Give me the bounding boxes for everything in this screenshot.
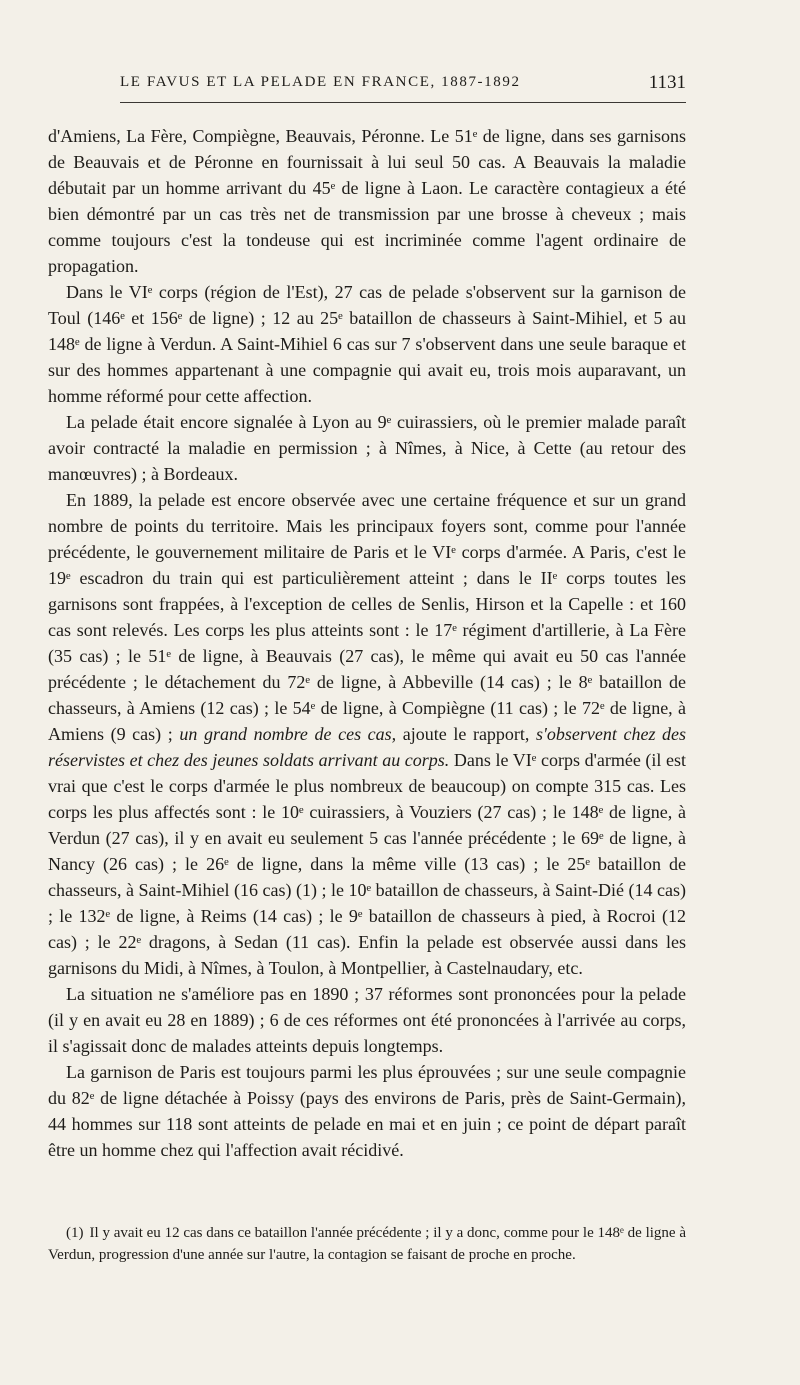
footnote-text: Il y avait eu 12 cas dans ce bataillon l'année précédente ; il y a donc, comme pour le 148ᵉ de ligne à Verdun, progression d'une année sur l'autre, la contagion se faisant de proche en proche. xyxy=(48,1225,686,1263)
paragraph-1889-part1: En 1889, la pelade est encore observée avec une certaine fréquence et sur un grand nombre de points du territoire. Mais les principaux foyers sont, comme pour l'année précédente, le gouvernement militaire de Paris et le VIᵉ corps d'armée. A Paris, c'est le 19ᵉ escadron du train qui est particulièrement atteint ; dans le IIᵉ corps toutes les garnisons sont frappées, à l'exception de celles de Senlis, Hirson et la Capelle : et 160 cas sont relevés. Les corps les plus atteints sont : le 17ᵉ régiment d'artillerie, à La Fère (35 cas) ; le 51ᵉ de ligne, à Beauvais (27 cas), le même qui avait eu 50 cas l'année précédente ; le détachement du 72ᵉ de ligne, à Abbeville (14 cas) ; le 8ᵉ bataillon de chasseurs, à Amiens (12 cas) ; le 54ᵉ de ligne, à Compiègne (11 cas) ; le 72ᵉ de ligne, à Amiens (9 cas) ; xyxy=(48,490,686,744)
footnotes xyxy=(48,1222,686,1266)
paragraph-1889-part2: ajoute le rapport, xyxy=(402,724,530,744)
running-header xyxy=(120,74,686,103)
paragraph: La garnison de Paris est toujours parmi les plus éprouvées ; sur une seule compagnie du 82ᵉ de ligne détachée à Poissy (pays des environs de Paris, près de Saint-Germain), 44 hommes sur 118 sont atteints de pelade en mai et en juin ; ce point de départ paraît être un homme chez qui l'affection avait récidivé. xyxy=(48,1062,686,1160)
paragraph: La situation ne s'améliore pas en 1890 ; 37 réformes sont prononcées pour la pelade (il y en avait eu 28 en 1889) ; 6 de ces réformes ont été prononcées à l'arrivée au corps, il s'agissait donc de malades atteints depuis longtemps. xyxy=(48,984,686,1056)
paragraph-1889 xyxy=(48,487,686,981)
footnote xyxy=(48,1222,686,1266)
paragraph: La pelade était encore signalée à Lyon au 9ᵉ cuirassiers, où le premier malade paraît avoir contracté la maladie en permission ; à Nîmes, à Nice, à Cette (au retour des manœuvres) ; à Bordeaux. xyxy=(48,412,686,484)
paragraph-1889-part3: Dans le VIᵉ corps d'armée (il est vrai que c'est le corps d'armée le plus nombreux de beaucoup) on compte 315 cas. Les corps les plus affectés sont : le 10ᵉ cuirassiers, à Vouziers (27 cas) ; le 148ᵉ de ligne, à Verdun (27 cas), il y en avait eu seulement 5 cas l'année précédente ; le 69ᵉ de ligne, à Nancy (26 cas) ; le 26ᵉ de ligne, dans la même ville (13 cas) ; le 25ᵉ bataillon de chasseurs, à Saint-Mihiel (16 cas) (1) ; le 10ᵉ bataillon de chasseurs, à Saint-Dié (14 cas) ; le 132ᵉ de ligne, à Reims (14 cas) ; le 9ᵉ bataillon de chasseurs à pied, à Rocroi (12 cas) ; le 22ᵉ dragons, à Sedan (11 cas). Enfin la pelade est observée aussi dans les garnisons du Midi, à Nîmes, à Toulon, à Montpellier, à Castelnaudary, etc. xyxy=(48,750,687,978)
italic-quote-1: un grand nombre de ces cas, xyxy=(179,724,397,744)
running-title: LE FAVUS ET LA PELADE EN FRANCE, 1887-1892 xyxy=(120,74,521,90)
body-text xyxy=(48,123,686,1163)
italic-quote-2: s'observent chez des réservistes et chez des jeunes soldats arrivant au corps. xyxy=(48,724,687,770)
paragraph: Dans le VIᵉ corps (région de l'Est), 27 cas de pelade s'observent sur la garnison de Toul (146ᵉ et 156ᵉ de ligne) ; 12 au 25ᵉ bataillon de chasseurs à Saint-Mihiel, et 5 au 148ᵉ de ligne à Verdun. A Saint-Mihiel 6 cas sur 7 s'observent dans une seule baraque et sur des hommes appartenant à une compagnie qui avait eu, trois mois auparavant, un homme réformé pour cette affection. xyxy=(48,282,686,406)
footnote-marker: (1) xyxy=(66,1225,84,1241)
page-number: 1131 xyxy=(648,72,686,93)
paragraph: d'Amiens, La Fère, Compiègne, Beauvais, Péronne. Le 51ᵉ de ligne, dans ses garnisons de Beauvais et de Péronne en fournissait à lui seul 50 cas. A Beauvais la maladie débutait par un homme arrivant du 45ᵉ de ligne à Laon. Le caractère contagieux a été bien démontré par un cas très net de transmission par une brosse à cheveux ; mais comme toujours c'est la tondeuse qui est incriminée comme l'agent ordinaire de propagation. xyxy=(48,126,686,276)
